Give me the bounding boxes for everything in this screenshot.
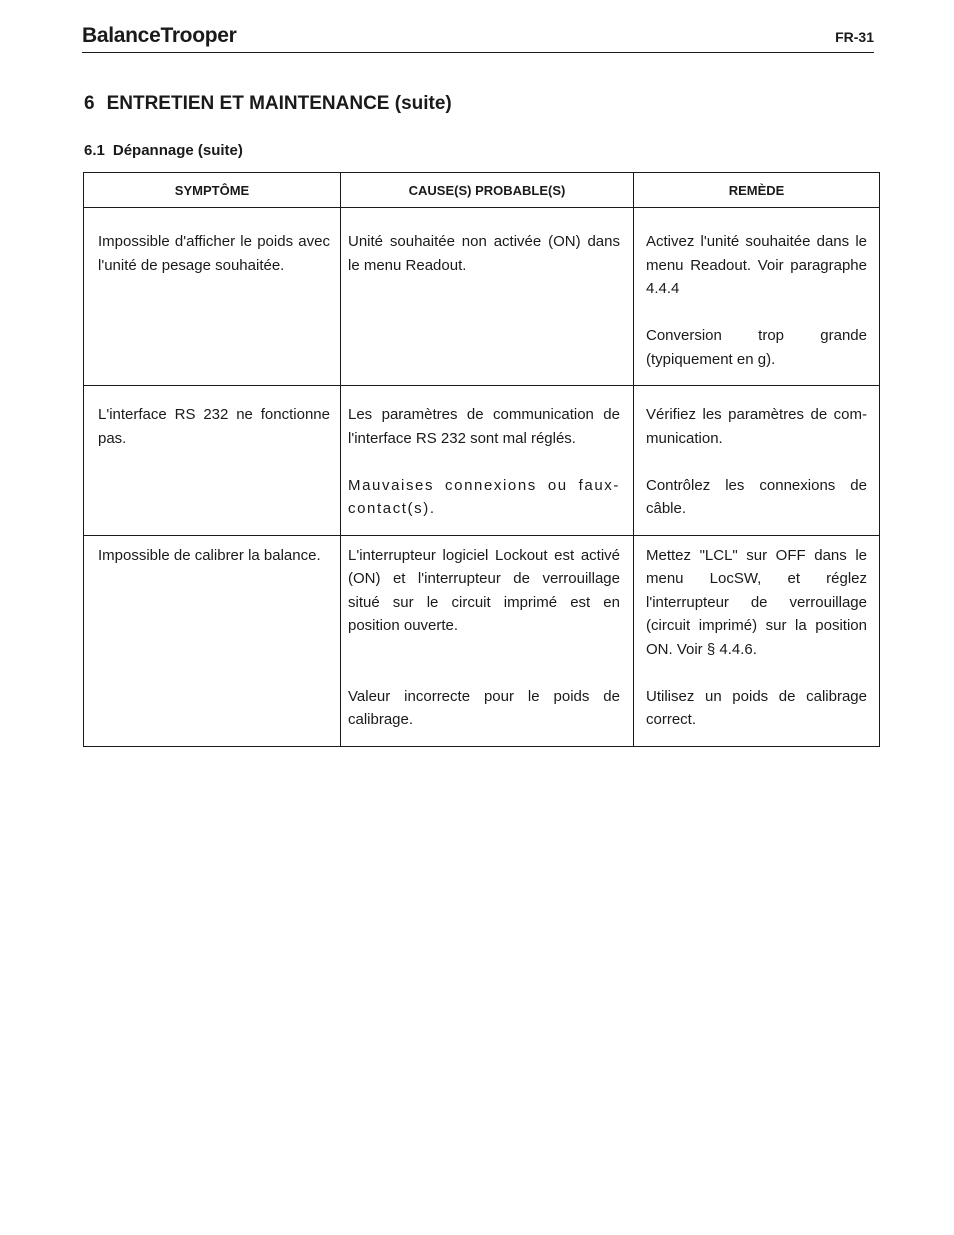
remedy-cell bbox=[634, 208, 880, 386]
cause-text: Valeur incorrecte pour le poids de calibrage. bbox=[348, 687, 620, 728]
page-number: FR-31 bbox=[835, 29, 874, 45]
subsection-heading bbox=[84, 142, 243, 159]
cause-cell bbox=[341, 208, 634, 386]
cause-cell bbox=[341, 386, 634, 536]
column-header-cause: CAUSE(S) PROBABLE(S) bbox=[341, 173, 634, 208]
cause-text: Les paramètres de communication de l'interface RS 232 sont mal réglés. bbox=[348, 406, 620, 447]
page-header bbox=[82, 24, 874, 53]
remedy-text: Utilisez un poids de calibrage correct. bbox=[646, 687, 867, 728]
symptom-text: L'interface RS 232 ne fonctionne pas. bbox=[98, 406, 330, 447]
document-title: BalanceTrooper bbox=[82, 24, 237, 47]
symptom-cell bbox=[84, 535, 341, 746]
remedy-text: Mettez "LCL" sur OFF dans le menu LocSW, et réglez l'interrupteur de verrouillage (circuit imprimé) sur la position ON. Voir § 4.4.6. bbox=[646, 546, 867, 658]
subsection-title: Dépannage (suite) bbox=[112, 142, 243, 159]
symptom-cell bbox=[84, 208, 341, 386]
column-header-symptom: SYMPTÔME bbox=[84, 173, 341, 208]
troubleshooting-table bbox=[83, 172, 880, 747]
remedy-text: Contrôlez les connexions de câble. bbox=[646, 476, 867, 517]
symptom-text: Impossible d'afficher le poids avec l'unité de pesage souhaitée. bbox=[98, 233, 330, 274]
remedy-text: Activez l'unité souhaitée dans le menu Readout. Voir paragraphe 4.4.4 bbox=[646, 233, 867, 297]
section-heading bbox=[84, 93, 452, 115]
table-row bbox=[84, 208, 880, 386]
symptom-cell bbox=[84, 386, 341, 536]
cause-text: Mauvaises connexions ou faux-contact(s). bbox=[348, 476, 620, 517]
section-title: ENTRETIEN ET MAINTENANCE (suite) bbox=[106, 93, 452, 114]
remedy-text: Vérifiez les paramètres de com-munication. bbox=[646, 406, 867, 447]
remedy-text: Conversion trop grande (typiquement en g). bbox=[646, 327, 867, 368]
remedy-cell bbox=[634, 386, 880, 536]
section-number: 6 bbox=[84, 93, 95, 114]
table-header-row bbox=[84, 173, 880, 208]
remedy-cell bbox=[634, 535, 880, 746]
subsection-number: 6.1 bbox=[84, 142, 105, 159]
cause-text: L'interrupteur logiciel Lockout est activé (ON) et l'interrupteur de verrouillage situé sur le circuit imprimé est en position ouverte. bbox=[348, 546, 620, 634]
cause-text: Unité souhaitée non activée (ON) dans le menu Readout. bbox=[348, 233, 620, 274]
table-row bbox=[84, 535, 880, 746]
cause-cell bbox=[341, 535, 634, 746]
symptom-text: Impossible de calibrer la balance. bbox=[98, 546, 321, 564]
column-header-remedy: REMÈDE bbox=[634, 173, 880, 208]
table-row bbox=[84, 386, 880, 536]
